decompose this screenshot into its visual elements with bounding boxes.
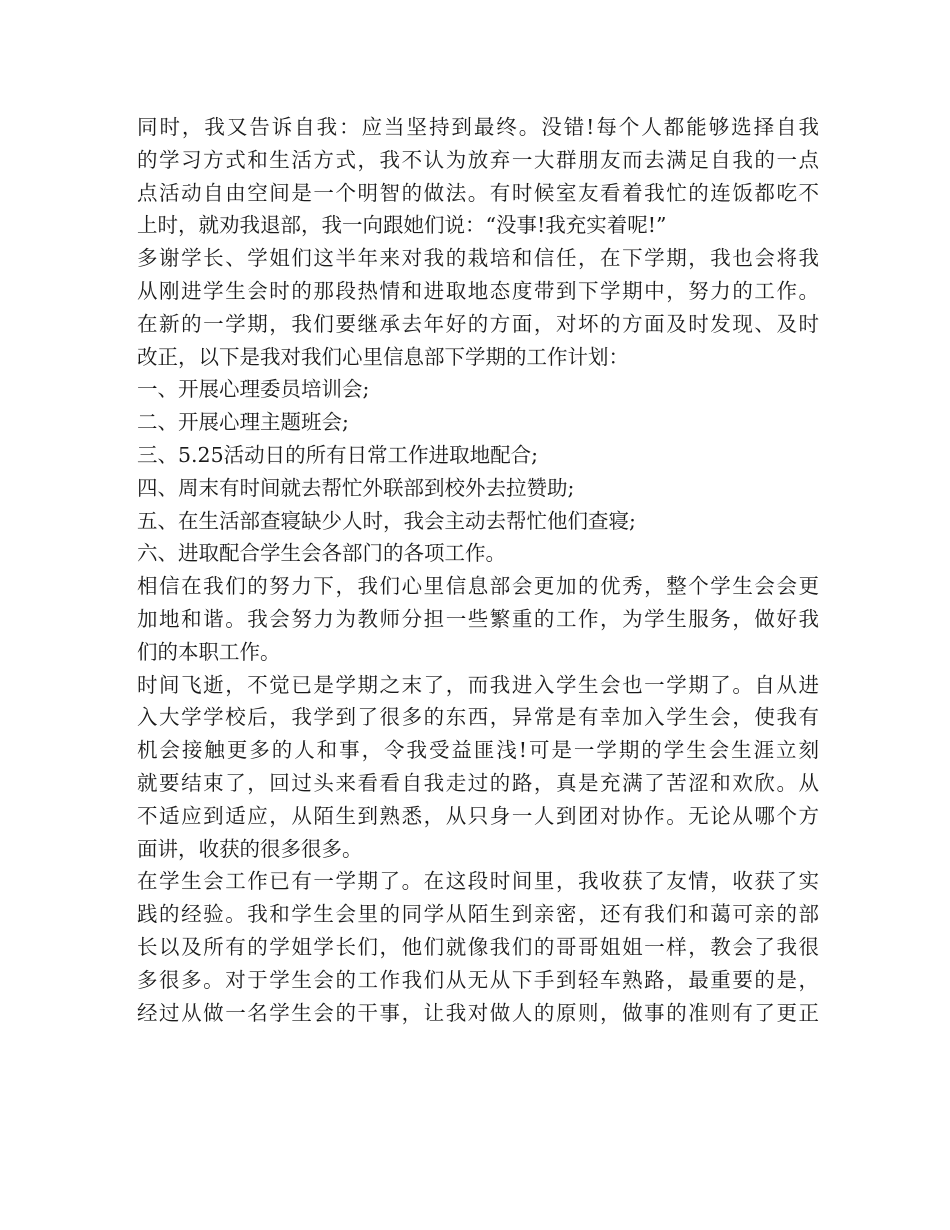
text-line: 长以及所有的学姐学长们，他们就像我们的哥哥姐姐一样，教会了我很 bbox=[137, 934, 819, 959]
text-line: 二、开展心理主题班会; bbox=[137, 410, 349, 435]
text-line: 同时，我又告诉自我：应当坚持到最终。没错!每个人都能够选择自我 bbox=[137, 115, 819, 139]
text-line: 一、开展心理委员培训会; bbox=[137, 377, 370, 402]
text-line: 们的本职工作。 bbox=[137, 639, 281, 664]
text-line: 上时，就劝我退部，我一向跟她们说：“没事!我充实着呢!” bbox=[137, 213, 667, 238]
text-line: 从刚进学生会时的那段热情和进取地态度带到下学期中，努力的工作。 bbox=[137, 278, 819, 303]
text-line: 四、周末有时间就去帮忙外联部到校外去拉赞助; bbox=[137, 475, 575, 500]
text-line: 加地和谐。我会努力为教师分担一些繁重的工作，为学生服务，做好我 bbox=[137, 606, 819, 631]
text-line: 的学习方式和生活方式，我不认为放弃一大群朋友而去满足自我的一点 bbox=[137, 147, 819, 172]
text-line: 机会接触更多的人和事，令我受益匪浅!可是一学期的学生会生涯立刻 bbox=[137, 738, 819, 763]
text-line: 改正，以下是我对我们心里信息部下学期的工作计划： bbox=[137, 344, 629, 369]
text-line: 入大学学校后，我学到了很多的东西，异常是有幸加入学生会，使我有 bbox=[137, 705, 819, 730]
text-line: 不适应到适应，从陌生到熟悉，从只身一人到团对协作。无论从哪个方 bbox=[137, 803, 819, 828]
text-line: 五、在生活部查寝缺少人时，我会主动去帮忙他们查寝; bbox=[137, 508, 636, 533]
text-line: 就要结束了，回过头来看看自我走过的路，真是充满了苦涩和欢欣。从 bbox=[137, 770, 819, 795]
text-line: 六、进取配合学生会各部门的各项工作。 bbox=[137, 541, 506, 566]
document-body bbox=[137, 111, 819, 1029]
text-line: 在学生会工作已有一学期了。在这段时间里，我收获了友情，收获了实 bbox=[137, 869, 819, 894]
text-line: 践的经验。我和学生会里的同学从陌生到亲密，还有我们和蔼可亲的部 bbox=[137, 902, 819, 927]
text-line: 多谢学长、学姐们这半年来对我的栽培和信任，在下学期，我也会将我 bbox=[137, 246, 819, 271]
text-line: 经过从做一名学生会的干事，让我对做人的原则，做事的准则有了更正 bbox=[137, 1000, 819, 1025]
text-line: 点活动自由空间是一个明智的做法。有时候室友看着我忙的连饭都吃不 bbox=[137, 180, 819, 205]
text-line: 在新的一学期，我们要继承去年好的方面，对坏的方面及时发现、及时 bbox=[137, 311, 819, 336]
text-line: 三、5.25活动日的所有日常工作进取地配合; bbox=[137, 442, 539, 467]
text-line: 面讲，收获的很多很多。 bbox=[137, 836, 363, 861]
text-line: 时间飞逝，不觉已是学期之末了，而我进入学生会也一学期了。自从进 bbox=[137, 672, 819, 697]
text-line: 相信在我们的努力下，我们心里信息部会更加的优秀，整个学生会会更 bbox=[137, 574, 819, 599]
text-line: 多很多。对于学生会的工作我们从无从下手到轻车熟路，最重要的是， bbox=[137, 967, 819, 992]
